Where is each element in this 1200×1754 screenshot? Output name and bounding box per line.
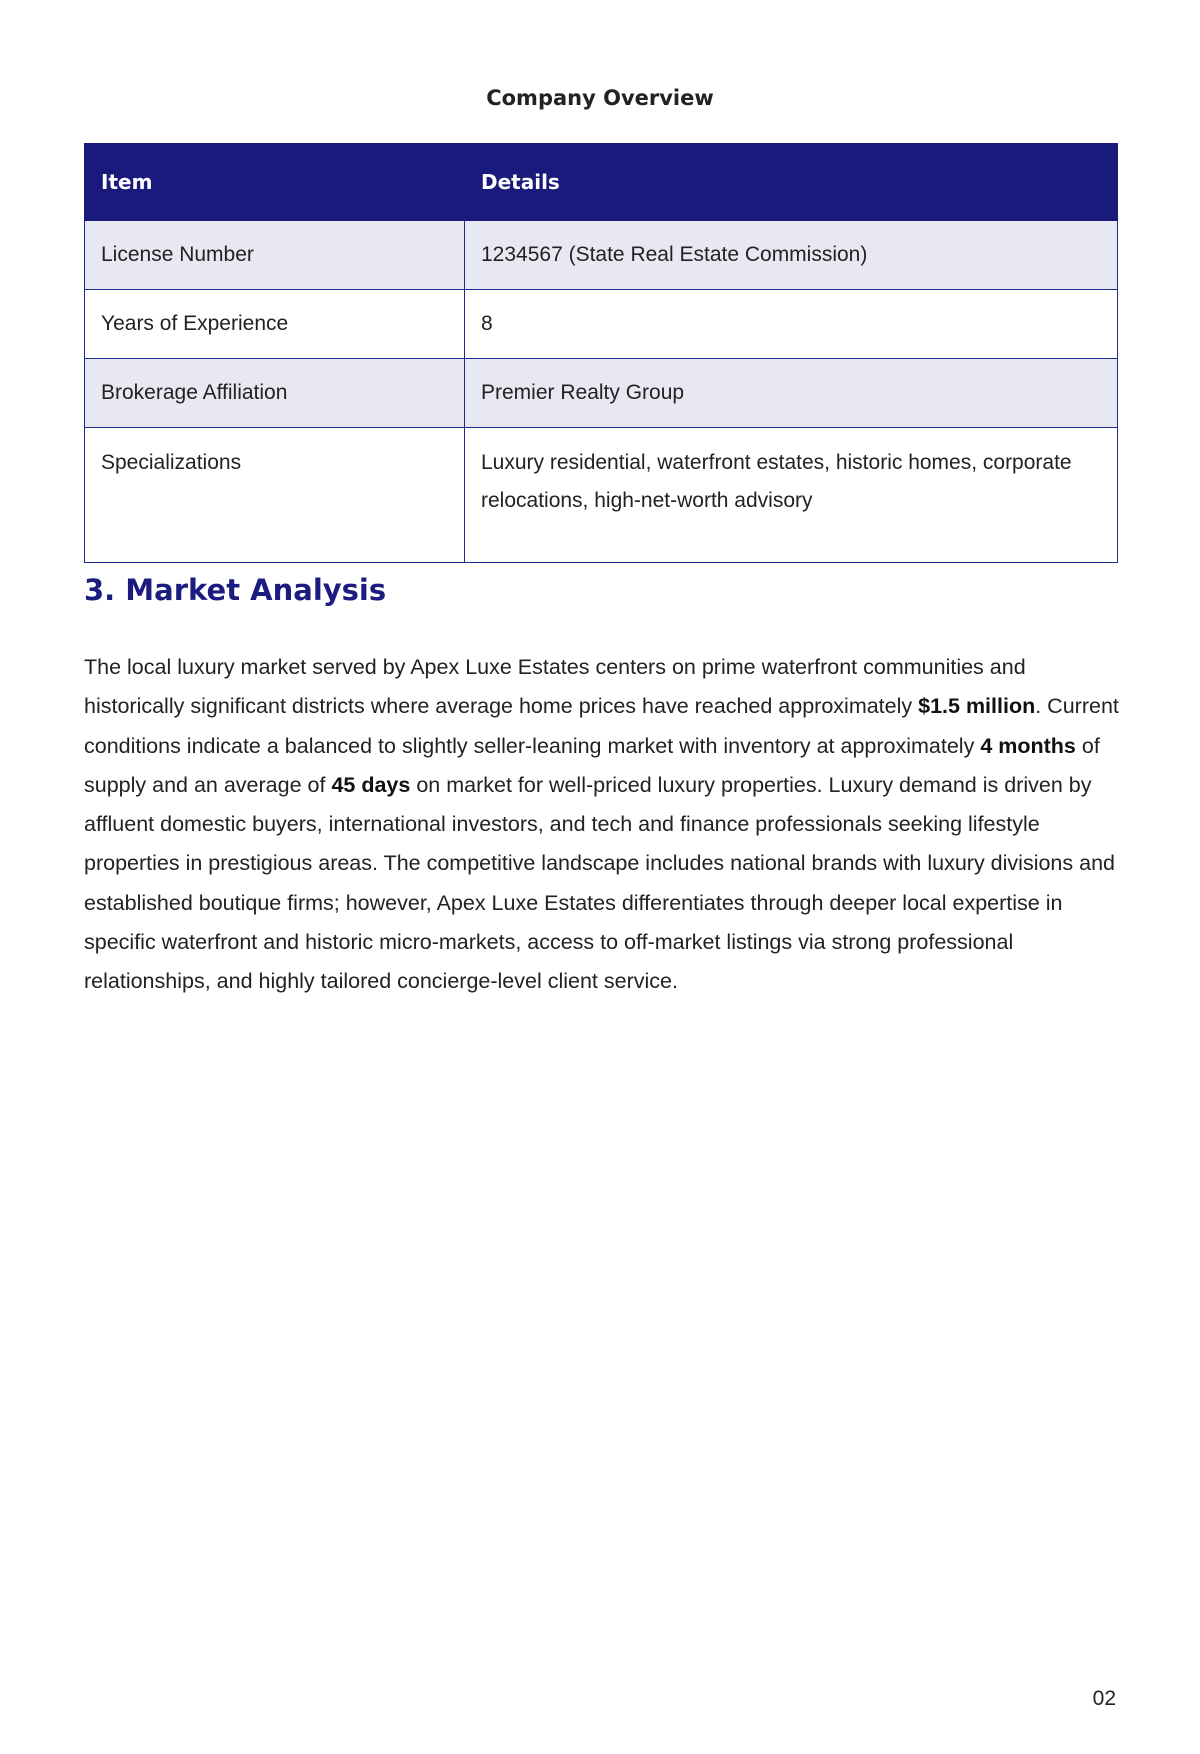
- market-analysis-paragraph: [84, 648, 1124, 1002]
- paragraph-text: of supply and an average of: [84, 733, 1100, 797]
- company-overview-table: [84, 143, 1118, 563]
- table-caption: Company Overview: [486, 86, 714, 110]
- paragraph-text: The local luxury market served by Apex Luxe Estates centers on prime waterfront communities and historically significant districts where average home prices have reached approximately: [84, 655, 1026, 719]
- table-row: [85, 221, 1118, 290]
- column-header-details: Details: [465, 144, 1118, 221]
- table-row: [85, 290, 1118, 359]
- page-number: 02: [1092, 1687, 1116, 1710]
- table-cell-details: 8: [465, 290, 1118, 359]
- table-cell-details: Luxury residential, waterfront estates, historic homes, corporate relocations, high-net-worth advisory: [465, 428, 1118, 563]
- table-row: [85, 428, 1118, 563]
- table-cell-details: Premier Realty Group: [465, 359, 1118, 428]
- table-cell-item: Years of Experience: [85, 290, 465, 359]
- table-row: [85, 359, 1118, 428]
- average-price-value: $1.5 million: [918, 694, 1036, 719]
- paragraph-text: on market for well-priced luxury properties. Luxury demand is driven by affluent domestic buyers, international investors, and tech and finance professionals seeking lifestyle properties in prestigious areas. The competitive landscape includes national brands with luxury divisions and established boutique firms; however, Apex Luxe Estates differentiates through deeper local expertise in specific waterfront and historic micro-markets, access to off-market listings via strong professional relationships, and highly tailored concierge-level client service.: [84, 772, 1115, 994]
- table-cell-item: Brokerage Affiliation: [85, 359, 465, 428]
- inventory-value: 4 months: [980, 733, 1076, 758]
- table-cell-details: 1234567 (State Real Estate Commission): [465, 221, 1118, 290]
- table-header-row: [85, 144, 1118, 221]
- paragraph-text: . Current conditions indicate a balanced to slightly seller-leaning market with inventory at approximately: [84, 694, 1119, 758]
- table-cell-item: License Number: [85, 221, 465, 290]
- days-on-market-value: 45 days: [331, 772, 411, 797]
- column-header-item: Item: [85, 144, 465, 221]
- section-heading: 3. Market Analysis: [84, 573, 387, 607]
- table-cell-item: Specializations: [85, 428, 465, 563]
